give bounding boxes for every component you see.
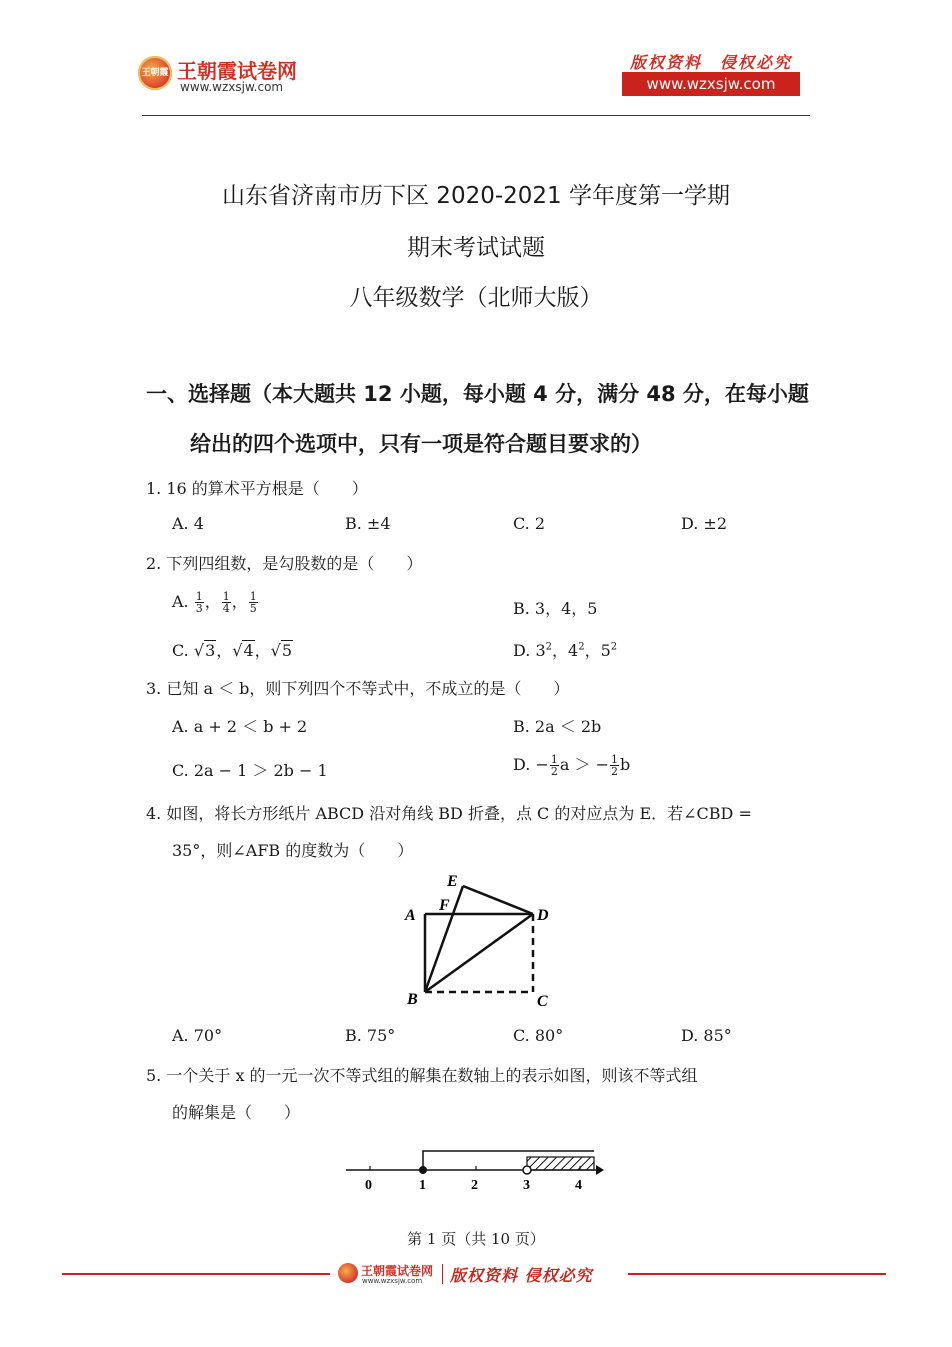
- site-logo-icon: [138, 56, 172, 90]
- footer-copyright: 版权资料 侵权必究: [450, 1266, 593, 1285]
- diagonal-bd: [425, 914, 533, 992]
- question-2-option-b: B. 3，4，5: [513, 599, 598, 618]
- footer-line-right: [628, 1273, 886, 1275]
- sqrt-4: √4: [232, 641, 254, 660]
- fraction-one-half: $\frac{1}{2}$: [610, 753, 618, 778]
- exam-title-line2: 期末考试试题: [407, 235, 545, 261]
- question-3-stem: 3. 已知 a ＜ b，则下列四个不等式中，不成立的是（ ）: [146, 679, 570, 698]
- question-3-option-a: A. a + 2 ＜ b + 2: [172, 717, 308, 736]
- section-heading-line1: 一、选择题（本大题共 12 小题，每小题 4 分，满分 48 分，在每小题: [146, 382, 809, 406]
- footer-logo-icon: [338, 1263, 358, 1283]
- question-1-option-a: A. 4: [172, 514, 204, 533]
- edge-ed: [463, 886, 533, 914]
- exam-title-line1: 山东省济南市历下区 2020-2021 学年度第一学期: [222, 183, 730, 209]
- label-d: D: [537, 907, 549, 924]
- hatched-region-from-3: [527, 1157, 594, 1170]
- footer-separator: [442, 1264, 443, 1284]
- axis-arrow-icon: [596, 1165, 604, 1175]
- sqrt-5: √5: [270, 641, 293, 660]
- question-3-option-d: D. − $\frac{1}{2}$ a ＞ − $\frac{1}{2}$ b: [513, 753, 631, 778]
- logo-badge-text: 王朝霞: [141, 68, 169, 78]
- label-b: B: [407, 991, 418, 1008]
- label-a: A: [405, 907, 416, 924]
- question-4-option-a: A. 70°: [172, 1026, 223, 1045]
- number-line-figure: [340, 1144, 610, 1194]
- question-3-option-c: C. 2a − 1 ＞ 2b − 1: [172, 761, 328, 780]
- solid-point-at-1: [419, 1166, 427, 1174]
- tick-label-4: 4: [575, 1178, 582, 1193]
- site-url-banner[interactable]: www.wzxsjw.com: [622, 72, 800, 96]
- question-4-stem-line1: 4. 如图，将长方形纸片 ABCD 沿对角线 BD 折叠，点 C 的对应点为 E．若∠CBD =: [146, 804, 752, 823]
- question-1-option-b: B. ±4: [345, 514, 391, 533]
- header-divider: [142, 115, 810, 116]
- fraction-one-fourth: $\frac{1}{4}$: [222, 590, 230, 615]
- question-2-option-d: D. $3^2$，$4^2$，$5^2$: [513, 641, 618, 660]
- site-logo-name: 王朝霞试卷网: [177, 59, 297, 83]
- exam-title-line3: 八年级数学（北师大版）: [349, 285, 603, 311]
- fraction-one-third: $\frac{1}{3}$: [195, 590, 203, 615]
- fraction-one-half: $\frac{1}{2}$: [550, 753, 558, 778]
- question-1-option-d: D. ±2: [681, 514, 728, 533]
- question-2-option-c: C. √3，√4，√5: [172, 641, 293, 660]
- question-4-stem-line2: 35°，则∠AFB 的度数为（ ）: [172, 841, 414, 860]
- question-2-option-a: A. $\frac{1}{3}$ ， $\frac{1}{4}$ ， $\frac{1}{5}$: [172, 590, 257, 615]
- label-c: C: [537, 993, 548, 1010]
- label-e: E: [447, 873, 458, 890]
- tick-label-3: 3: [523, 1178, 530, 1193]
- section-heading-line2: 给出的四个选项中，只有一项是符合题目要求的）: [190, 432, 652, 456]
- footer-line-left: [62, 1273, 330, 1275]
- question-3-option-b: B. 2a ＜ 2b: [513, 717, 602, 736]
- folded-rectangle-figure: [395, 866, 565, 1016]
- question-4-option-d: D. 85°: [681, 1026, 732, 1045]
- fraction-one-fifth: $\frac{1}{5}$: [249, 590, 257, 615]
- tick-label-1: 1: [419, 1178, 426, 1193]
- copyright-notice: 版权资料 侵权必究: [630, 53, 793, 72]
- question-1-stem: 1. 16 的算术平方根是（ ）: [146, 479, 368, 498]
- page-number: 第 1 页（共 10 页）: [407, 1230, 545, 1248]
- question-4-option-b: B. 75°: [345, 1026, 396, 1045]
- tick-label-2: 2: [471, 1178, 478, 1193]
- question-1-option-c: C. 2: [513, 514, 546, 533]
- tick-label-0: 0: [365, 1178, 372, 1193]
- site-logo-url[interactable]: www.wzxsjw.com: [180, 80, 284, 94]
- question-5-stem-line2: 的解集是（ ）: [172, 1103, 301, 1122]
- question-2-stem: 2. 下列四组数，是勾股数的是（ ）: [146, 554, 423, 573]
- footer-logo-url[interactable]: www.wzxsjw.com: [362, 1277, 423, 1285]
- option-a-label: A.: [172, 592, 189, 611]
- sqrt-3: √3: [193, 641, 216, 660]
- open-point-at-3: [523, 1166, 531, 1174]
- label-f: F: [439, 897, 450, 914]
- question-5-stem-line1: 5. 一个关于 x 的一元一次不等式组的解集在数轴上的表示如图，则该不等式组: [146, 1066, 698, 1085]
- question-4-option-c: C. 80°: [513, 1026, 564, 1045]
- footer-logo-name: 王朝霞试卷网: [361, 1264, 434, 1278]
